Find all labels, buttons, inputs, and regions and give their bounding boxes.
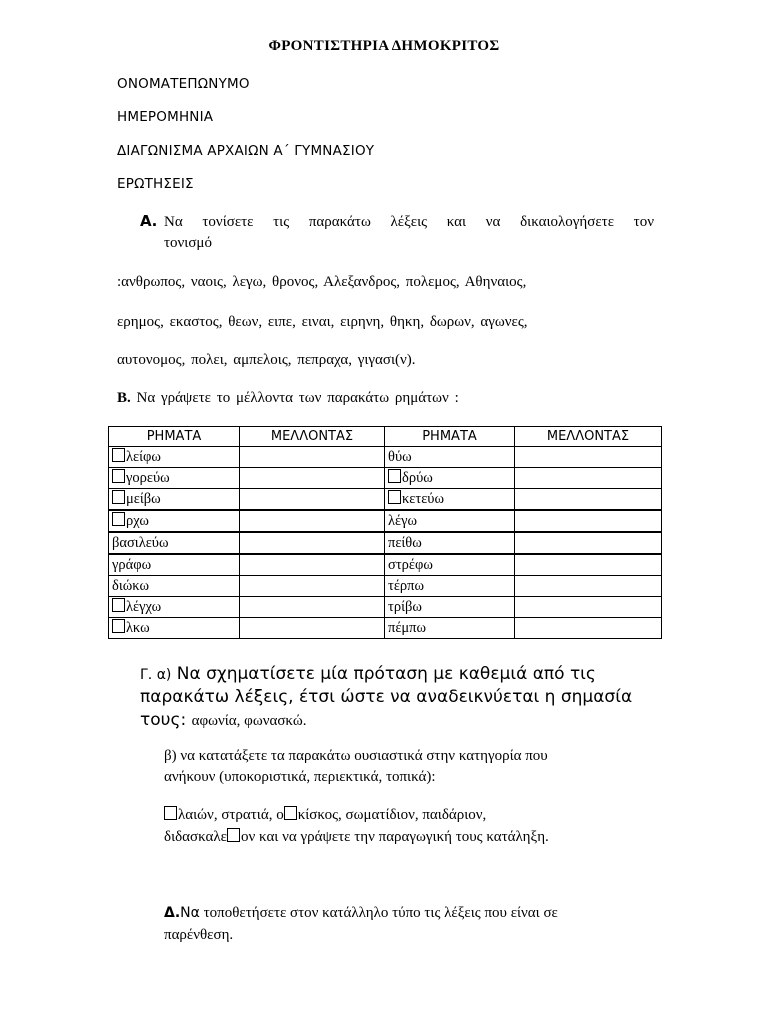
question-g-b-line-1: β) να κατατάξετε τα παρακάτω ουσιαστικά στην κατηγορία που xyxy=(164,748,548,764)
answer-cell[interactable] xyxy=(515,468,662,489)
verbs-table xyxy=(108,426,662,639)
answer-cell[interactable] xyxy=(515,576,662,597)
answer-cell[interactable] xyxy=(515,489,662,511)
table-header-row xyxy=(109,427,662,447)
missing-glyph xyxy=(227,828,240,842)
table-row xyxy=(109,618,662,639)
missing-glyph xyxy=(388,490,401,504)
answer-cell[interactable] xyxy=(240,468,385,489)
question-g-line-2: παρακάτω λέξεις, έτσι ώστε να αναδεικνύεται η σημασία xyxy=(140,687,633,707)
missing-glyph xyxy=(112,448,125,462)
answer-cell[interactable] xyxy=(240,554,385,576)
missing-glyph xyxy=(112,598,125,612)
question-d-label: Δ. xyxy=(164,905,181,921)
header-future-1: ΜΕΛΛΟΝΤΑΣ xyxy=(240,427,385,447)
verb-cell: κετεύω xyxy=(385,489,515,511)
nouns-line-1: λαιών, στρατιά, ο κίσκος, σωματίδιον, παιδάριον, xyxy=(164,806,486,824)
answer-cell[interactable] xyxy=(240,576,385,597)
question-b xyxy=(117,390,459,407)
date-label: ΗΜΕΡΟΜΗΝΙΑ xyxy=(117,109,214,125)
words-line-1: :ανθρωπος, ναοις, λεγω, θρονος, Αλεξανδρος, πολεμος, Αθηναιος, xyxy=(117,274,527,290)
verb-cell: λέγχω xyxy=(109,597,240,618)
question-b-text: Να γράψετε το μέλλοντα των παρακάτω ρημάτων : xyxy=(136,390,459,406)
table-row xyxy=(109,489,662,511)
verb-cell: στρέφω xyxy=(385,554,515,576)
verb-cell: μείβω xyxy=(109,489,240,511)
question-g-line-1: Γ. α) Να σχηματίσετε μία πρόταση με καθεμιά από τις xyxy=(140,664,596,684)
words-line-3: αυτονομος, πολει, αμπελοις, πεπραχα, γιγασι(ν). xyxy=(117,352,416,368)
questions-label: ΕΡΩΤΗΣΕΙΣ xyxy=(117,176,194,192)
verb-cell: πείθω xyxy=(385,532,515,554)
header-future-2: ΜΕΛΛΟΝΤΑΣ xyxy=(515,427,662,447)
question-a-text: Να τονίσετε τις παρακάτω λέξεις και να δικαιολογήσετε τον xyxy=(164,214,654,230)
answer-cell[interactable] xyxy=(240,447,385,468)
question-a-text-cont: τονισμό xyxy=(164,235,212,251)
exam-title: ΔΙΑΓΩΝΙΣΜΑ ΑΡΧΑΙΩΝ Α΄ ΓΥΜΝΑΣΙΟΥ xyxy=(117,143,375,159)
verb-cell: τρίβω xyxy=(385,597,515,618)
name-label: ΟΝΟΜΑΤΕΠΩΝΥΜΟ xyxy=(117,76,250,92)
table-row xyxy=(109,554,662,576)
answer-cell[interactable] xyxy=(515,618,662,639)
nouns-line-2: διδασκαλε ον και να γράψετε την παραγωγική τους κατάληξη. xyxy=(164,829,549,845)
verb-cell: λκω xyxy=(109,618,240,639)
missing-glyph xyxy=(112,619,125,633)
answer-cell[interactable] xyxy=(515,597,662,618)
answer-cell[interactable] xyxy=(240,510,385,532)
table-row xyxy=(109,532,662,554)
verb-cell: ρχω xyxy=(109,510,240,532)
missing-glyph xyxy=(284,806,297,820)
verb-cell: πέμπω xyxy=(385,618,515,639)
answer-cell[interactable] xyxy=(240,489,385,511)
question-g-label: Γ. α) xyxy=(140,667,172,683)
verb-cell: γράφω xyxy=(109,554,240,576)
question-g-line-3: τους: αφωνία, φωνασκώ. xyxy=(140,710,307,730)
verb-cell: θύω xyxy=(385,447,515,468)
answer-cell[interactable] xyxy=(515,532,662,554)
school-title: ΦΡΟΝΤΙΣΤΗΡΙΑ ΔΗΜΟΚΡΙΤΟΣ xyxy=(268,38,500,54)
question-g-b-line-2: ανήκουν (υποκοριστικά, περιεκτικά, τοπικά): xyxy=(164,769,436,785)
words-line-2: ερημος, εκαστος, θεων, ειπε, ειναι, ειρηνη, θηκη, δωρων, αγωνες, xyxy=(117,314,528,330)
missing-glyph xyxy=(388,469,401,483)
verb-cell: τέρπω xyxy=(385,576,515,597)
verb-cell: διώκω xyxy=(109,576,240,597)
missing-glyph xyxy=(112,490,125,504)
question-b-label: Β. xyxy=(117,390,131,406)
header-verbs-2: ΡΗΜΑΤΑ xyxy=(385,427,515,447)
question-g-words: αφωνία, φωνασκώ. xyxy=(191,713,307,729)
question-a-label: Α. xyxy=(140,212,158,230)
answer-cell[interactable] xyxy=(240,618,385,639)
table-row xyxy=(109,597,662,618)
verb-cell: βασιλεύω xyxy=(109,532,240,554)
verb-cell: λέγω xyxy=(385,510,515,532)
answer-cell[interactable] xyxy=(515,447,662,468)
question-d-line-2: παρένθεση. xyxy=(164,927,234,943)
table-row xyxy=(109,468,662,489)
missing-glyph xyxy=(164,806,177,820)
verb-cell: λείφω xyxy=(109,447,240,468)
missing-glyph xyxy=(112,469,125,483)
answer-cell[interactable] xyxy=(240,597,385,618)
verb-cell: δρύω xyxy=(385,468,515,489)
table-row xyxy=(109,576,662,597)
question-d-line-1: Δ.Να τοποθετήσετε στον κατάλληλο τύπο τις λέξεις που είναι σε xyxy=(164,905,558,921)
table-row xyxy=(109,447,662,468)
missing-glyph xyxy=(112,512,125,526)
header-verbs-1: ΡΗΜΑΤΑ xyxy=(109,427,240,447)
answer-cell[interactable] xyxy=(240,532,385,554)
table-row xyxy=(109,510,662,532)
answer-cell[interactable] xyxy=(515,510,662,532)
verb-cell: γορεύω xyxy=(109,468,240,489)
answer-cell[interactable] xyxy=(515,554,662,576)
